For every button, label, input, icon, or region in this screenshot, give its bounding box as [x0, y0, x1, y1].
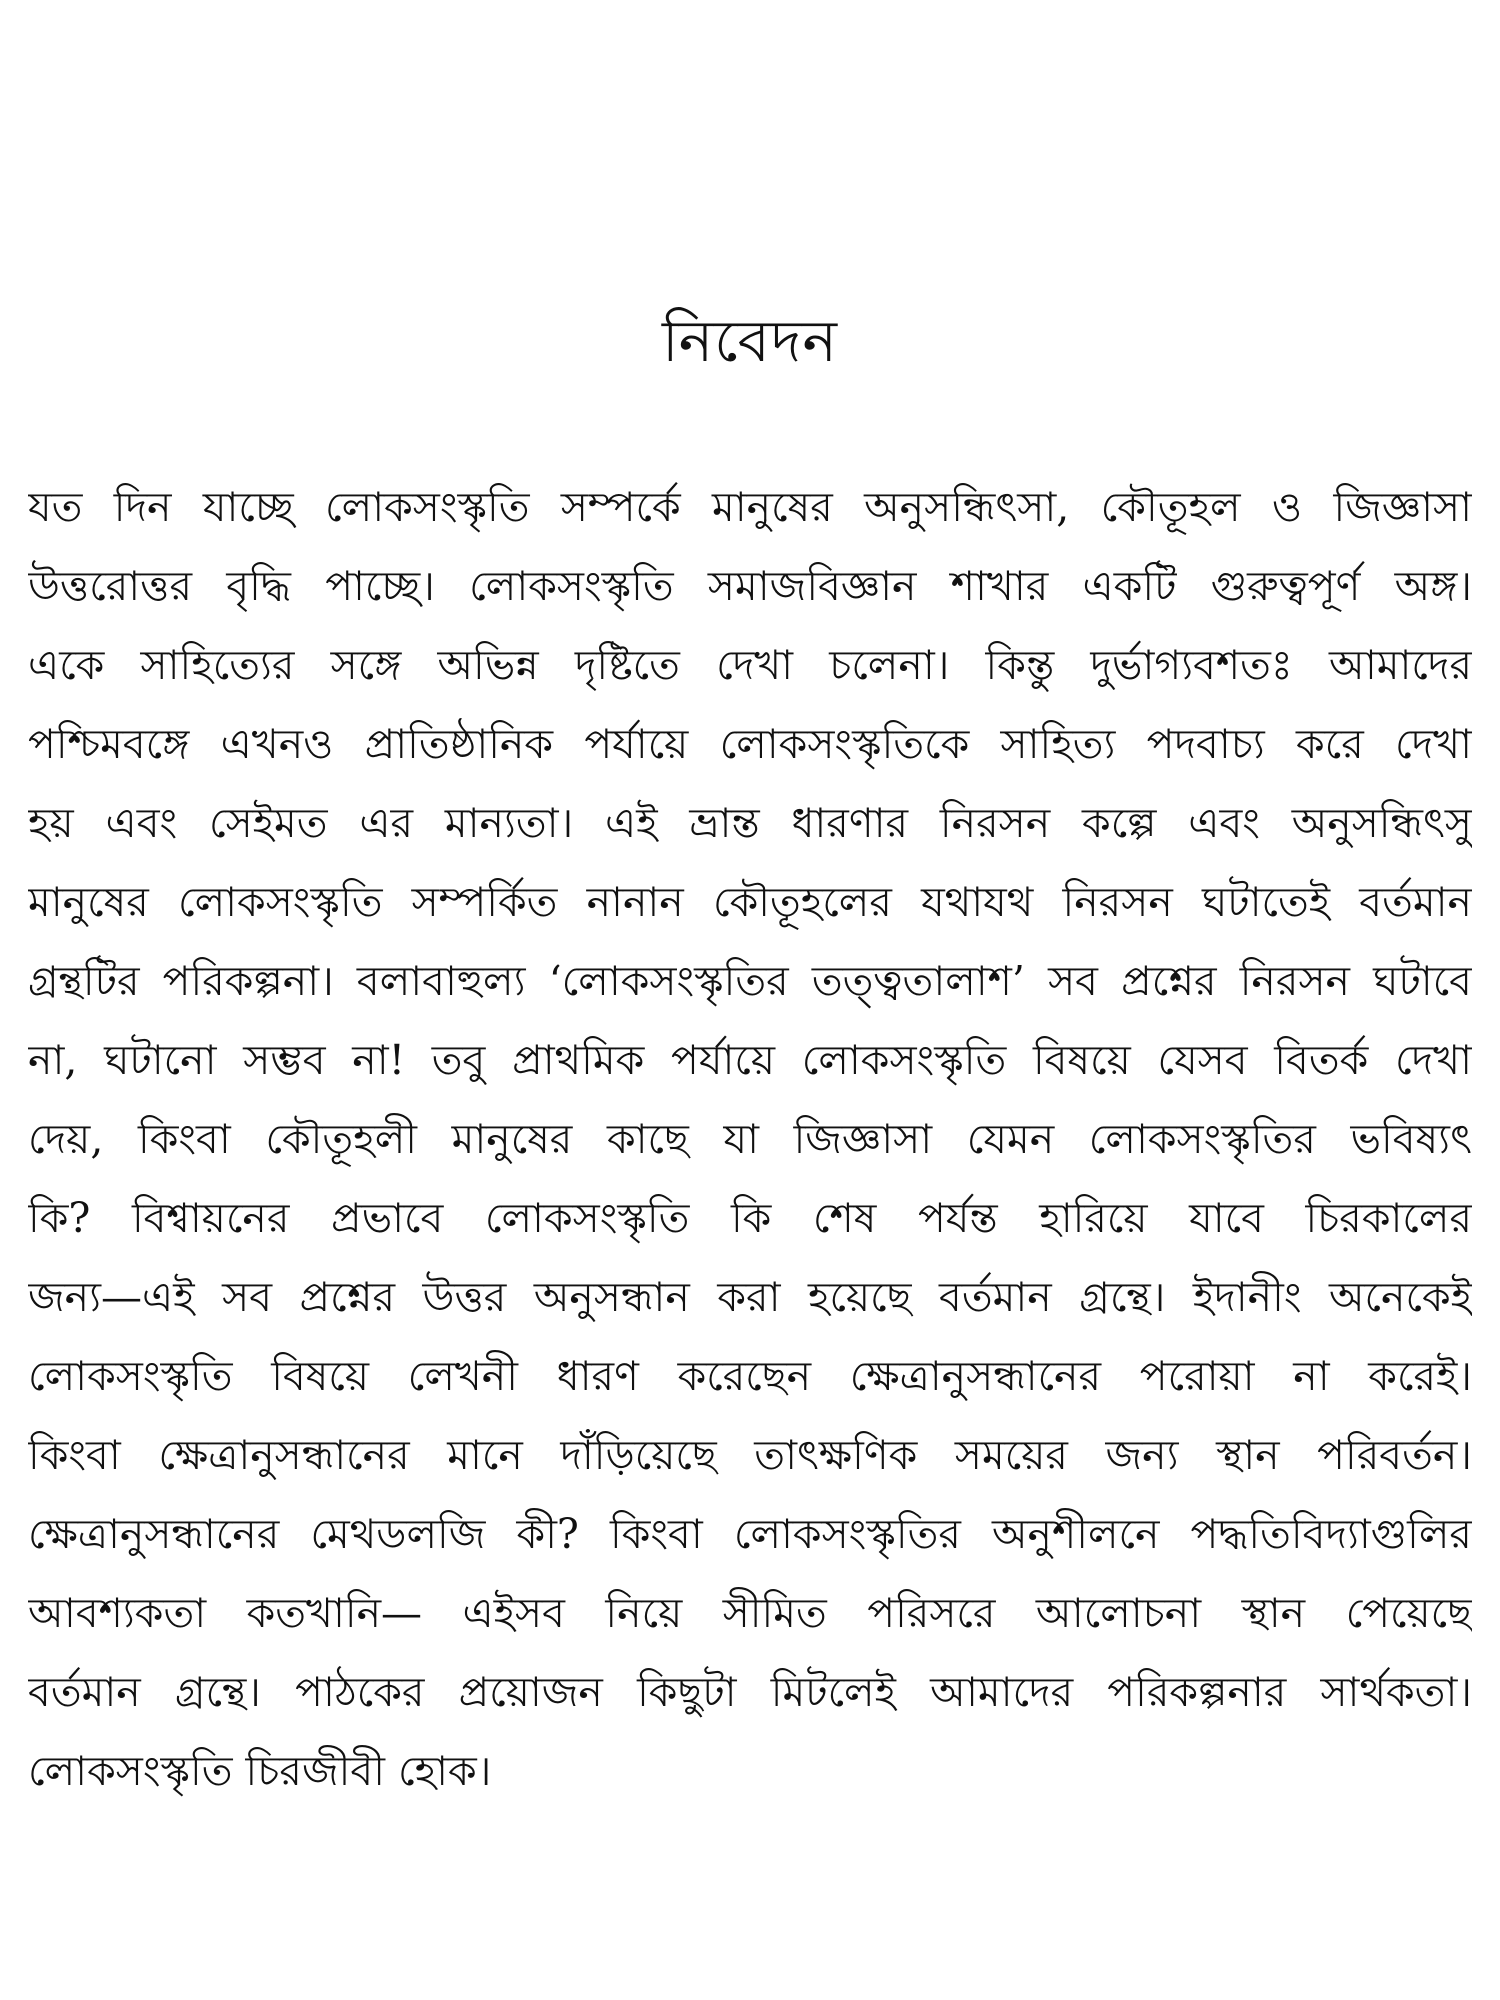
- text-line: না, ঘটানো সম্ভব না! তবু প্রাথমিক পর্যায়ে লোকসংস্কৃতি বিষয়ে যেসব বিতর্ক দেখা: [28, 1036, 1472, 1084]
- text-line: মানুষের লোকসংস্কৃতি সম্পর্কিত নানান কৌতূহলের যথাযথ নিরসন ঘটাতেই বর্তমান: [28, 878, 1472, 926]
- text-line: পশ্চিমবঙ্গে এখনও প্রাতিষ্ঠানিক পর্যায়ে লোকসংস্কৃতিকে সাহিত্য পদবাচ্য করে দেখা: [28, 720, 1472, 768]
- text-line: গ্রন্থটির পরিকল্পনা। বলাবাহুল্য ‘লোকসংস্কৃতির তত্ত্বতালাশ’ সব প্রশ্নের নিরসন ঘটাবে: [28, 957, 1472, 1005]
- text-line: একে সাহিত্যের সঙ্গে অভিন্ন দৃষ্টিতে দেখা চলেনা। কিন্তু দুর্ভাগ্যবশতঃ আমাদের: [28, 641, 1472, 689]
- page-title: নিবেদন: [662, 307, 838, 375]
- text-line: কি? বিশ্বায়নের প্রভাবে লোকসংস্কৃতি কি শেষ পর্যন্ত হারিয়ে যাবে চিরকালের: [28, 1194, 1472, 1242]
- text-line: দেয়, কিংবা কৌতূহলী মানুষের কাছে যা জিজ্ঞাসা যেমন লোকসংস্কৃতির ভবিষ্যৎ: [28, 1115, 1472, 1163]
- text-line: লোকসংস্কৃতি বিষয়ে লেখনী ধারণ করেছেন ক্ষেত্রানুসন্ধানের পরোয়া না করেই।: [28, 1352, 1472, 1400]
- text-line: কিংবা ক্ষেত্রানুসন্ধানের মানে দাঁড়িয়েছে তাৎক্ষণিক সময়ের জন্য স্থান পরিবর্তন।: [28, 1431, 1472, 1479]
- text-line: জন্য—এই সব প্রশ্নের উত্তর অনুসন্ধান করা হয়েছে বর্তমান গ্রন্থে। ইদানীং অনেকেই: [28, 1273, 1472, 1321]
- text-line: উত্তরোত্তর বৃদ্ধি পাচ্ছে। লোকসংস্কৃতি সমাজবিজ্ঞান শাখার একটি গুরুত্বপূর্ণ অঙ্গ।: [28, 562, 1472, 610]
- text-line-last: লোকসংস্কৃতি চিরজীবী হোক।: [28, 1747, 492, 1795]
- text-line: ক্ষেত্রানুসন্ধানের মেথডলজি কী? কিংবা লোকসংস্কৃতির অনুশীলনে পদ্ধতিবিদ্যাগুলির: [28, 1510, 1472, 1558]
- text-line: বর্তমান গ্রন্থে। পাঠকের প্রয়োজন কিছুটা মিটলেই আমাদের পরিকল্পনার সার্থকতা।: [28, 1668, 1472, 1716]
- text-line: যত দিন যাচ্ছে লোকসংস্কৃতি সম্পর্কে মানুষের অনুসন্ধিৎসা, কৌতূহল ও জিজ্ঞাসা: [28, 483, 1472, 531]
- text-line: হয় এবং সেইমত এর মান্যতা। এই ভ্রান্ত ধারণার নিরসন কল্পে এবং অনুসন্ধিৎসু: [28, 799, 1472, 847]
- text-line: আবশ্যকতা কতখানি— এইসব নিয়ে সীমিত পরিসরে আলোচনা স্থান পেয়েছে: [28, 1589, 1472, 1637]
- body-paragraph: [28, 468, 1472, 1811]
